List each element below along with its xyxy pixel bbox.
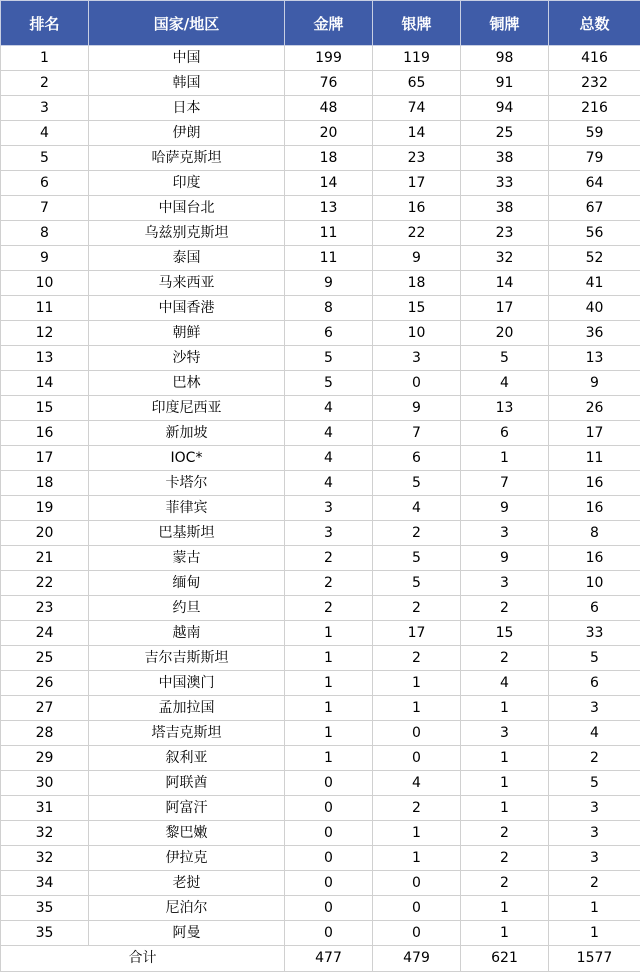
cell-total: 64 (549, 171, 640, 196)
cell-rank: 9 (1, 246, 89, 271)
table-row (1, 571, 640, 596)
cell-total: 16 (549, 546, 640, 571)
table-row (1, 921, 640, 946)
cell-gold: 48 (285, 96, 373, 121)
cell-bronze: 1 (461, 746, 549, 771)
cell-gold: 4 (285, 446, 373, 471)
cell-silver: 22 (373, 221, 461, 246)
cell-country: 中国台北 (89, 196, 285, 221)
cell-total: 3 (549, 821, 640, 846)
cell-bronze: 25 (461, 121, 549, 146)
cell-gold: 11 (285, 221, 373, 246)
cell-total: 5 (549, 771, 640, 796)
cell-gold: 199 (285, 46, 373, 71)
cell-silver: 0 (373, 871, 461, 896)
table-row (1, 121, 640, 146)
cell-rank: 18 (1, 471, 89, 496)
table-row (1, 246, 640, 271)
cell-bronze: 1 (461, 696, 549, 721)
cell-silver: 2 (373, 596, 461, 621)
table-row (1, 471, 640, 496)
cell-country: 印度 (89, 171, 285, 196)
cell-gold: 5 (285, 371, 373, 396)
cell-total: 3 (549, 696, 640, 721)
cell-bronze: 2 (461, 821, 549, 846)
cell-bronze: 3 (461, 521, 549, 546)
cell-rank: 5 (1, 146, 89, 171)
cell-gold: 4 (285, 396, 373, 421)
cell-rank: 6 (1, 171, 89, 196)
total-silver: 479 (373, 946, 461, 972)
cell-silver: 2 (373, 796, 461, 821)
cell-total: 26 (549, 396, 640, 421)
cell-country: 沙特 (89, 346, 285, 371)
cell-bronze: 2 (461, 871, 549, 896)
cell-bronze: 2 (461, 646, 549, 671)
cell-bronze: 23 (461, 221, 549, 246)
cell-silver: 4 (373, 496, 461, 521)
cell-total: 2 (549, 871, 640, 896)
cell-total: 10 (549, 571, 640, 596)
cell-gold: 3 (285, 496, 373, 521)
cell-total: 59 (549, 121, 640, 146)
cell-total: 216 (549, 96, 640, 121)
cell-silver: 0 (373, 896, 461, 921)
cell-bronze: 4 (461, 671, 549, 696)
cell-country: 巴基斯坦 (89, 521, 285, 546)
cell-silver: 3 (373, 346, 461, 371)
total-total: 1577 (549, 946, 640, 972)
cell-country: 塔吉克斯坦 (89, 721, 285, 746)
cell-country: 中国 (89, 46, 285, 71)
cell-gold: 1 (285, 646, 373, 671)
cell-total: 13 (549, 346, 640, 371)
cell-rank: 10 (1, 271, 89, 296)
cell-total: 16 (549, 496, 640, 521)
cell-silver: 15 (373, 296, 461, 321)
cell-total: 40 (549, 296, 640, 321)
table-row (1, 146, 640, 171)
cell-silver: 74 (373, 96, 461, 121)
cell-silver: 0 (373, 721, 461, 746)
cell-rank: 32 (1, 821, 89, 846)
cell-silver: 16 (373, 196, 461, 221)
total-row (1, 946, 640, 972)
cell-rank: 16 (1, 421, 89, 446)
cell-total: 232 (549, 71, 640, 96)
cell-rank: 29 (1, 746, 89, 771)
table-row (1, 821, 640, 846)
cell-bronze: 14 (461, 271, 549, 296)
table-row (1, 221, 640, 246)
cell-gold: 0 (285, 921, 373, 946)
table-row (1, 546, 640, 571)
table-row (1, 46, 640, 71)
cell-gold: 76 (285, 71, 373, 96)
cell-country: 中国香港 (89, 296, 285, 321)
cell-rank: 3 (1, 96, 89, 121)
cell-rank: 28 (1, 721, 89, 746)
cell-silver: 17 (373, 621, 461, 646)
cell-silver: 9 (373, 246, 461, 271)
cell-silver: 9 (373, 396, 461, 421)
cell-bronze: 3 (461, 571, 549, 596)
cell-rank: 35 (1, 921, 89, 946)
cell-rank: 26 (1, 671, 89, 696)
table-row (1, 371, 640, 396)
cell-total: 6 (549, 671, 640, 696)
cell-silver: 0 (373, 921, 461, 946)
cell-silver: 2 (373, 646, 461, 671)
cell-total: 33 (549, 621, 640, 646)
cell-country: 马来西亚 (89, 271, 285, 296)
header-row (1, 1, 640, 46)
cell-total: 67 (549, 196, 640, 221)
cell-total: 8 (549, 521, 640, 546)
cell-country: 伊朗 (89, 121, 285, 146)
cell-bronze: 38 (461, 196, 549, 221)
cell-total: 9 (549, 371, 640, 396)
cell-country: 吉尔吉斯斯坦 (89, 646, 285, 671)
cell-rank: 30 (1, 771, 89, 796)
cell-gold: 1 (285, 696, 373, 721)
cell-gold: 14 (285, 171, 373, 196)
header-total: 总数 (549, 1, 640, 46)
cell-country: 泰国 (89, 246, 285, 271)
cell-country: 菲律宾 (89, 496, 285, 521)
cell-rank: 23 (1, 596, 89, 621)
table-row (1, 171, 640, 196)
cell-gold: 0 (285, 821, 373, 846)
cell-bronze: 13 (461, 396, 549, 421)
cell-rank: 17 (1, 446, 89, 471)
cell-total: 36 (549, 321, 640, 346)
cell-bronze: 1 (461, 796, 549, 821)
table-row (1, 346, 640, 371)
cell-gold: 1 (285, 671, 373, 696)
cell-total: 4 (549, 721, 640, 746)
cell-silver: 1 (373, 696, 461, 721)
table-row (1, 271, 640, 296)
header-gold: 金牌 (285, 1, 373, 46)
table-row (1, 846, 640, 871)
cell-bronze: 2 (461, 596, 549, 621)
cell-country: 老挝 (89, 871, 285, 896)
cell-gold: 2 (285, 571, 373, 596)
cell-rank: 19 (1, 496, 89, 521)
cell-rank: 8 (1, 221, 89, 246)
cell-bronze: 9 (461, 546, 549, 571)
cell-bronze: 2 (461, 846, 549, 871)
cell-bronze: 9 (461, 496, 549, 521)
cell-gold: 4 (285, 471, 373, 496)
cell-gold: 8 (285, 296, 373, 321)
cell-bronze: 38 (461, 146, 549, 171)
cell-total: 11 (549, 446, 640, 471)
cell-bronze: 20 (461, 321, 549, 346)
cell-total: 16 (549, 471, 640, 496)
table-row (1, 596, 640, 621)
cell-total: 5 (549, 646, 640, 671)
cell-gold: 2 (285, 596, 373, 621)
cell-rank: 2 (1, 71, 89, 96)
cell-total: 3 (549, 846, 640, 871)
cell-rank: 25 (1, 646, 89, 671)
cell-rank: 14 (1, 371, 89, 396)
cell-country: IOC* (89, 446, 285, 471)
cell-bronze: 15 (461, 621, 549, 646)
total-gold: 477 (285, 946, 373, 972)
cell-country: 阿联酋 (89, 771, 285, 796)
table-row (1, 896, 640, 921)
cell-country: 约旦 (89, 596, 285, 621)
table-row (1, 96, 640, 121)
cell-total: 2 (549, 746, 640, 771)
cell-total: 1 (549, 921, 640, 946)
cell-rank: 31 (1, 796, 89, 821)
cell-gold: 3 (285, 521, 373, 546)
table-row (1, 421, 640, 446)
cell-gold: 0 (285, 846, 373, 871)
table-row (1, 771, 640, 796)
cell-rank: 15 (1, 396, 89, 421)
cell-gold: 18 (285, 146, 373, 171)
total-bronze: 621 (461, 946, 549, 972)
table-row (1, 871, 640, 896)
table-row (1, 321, 640, 346)
cell-country: 蒙古 (89, 546, 285, 571)
cell-country: 黎巴嫩 (89, 821, 285, 846)
cell-country: 伊拉克 (89, 846, 285, 871)
medal-table-header (1, 1, 640, 46)
table-row (1, 621, 640, 646)
cell-silver: 1 (373, 846, 461, 871)
cell-bronze: 4 (461, 371, 549, 396)
cell-rank: 13 (1, 346, 89, 371)
cell-silver: 23 (373, 146, 461, 171)
cell-silver: 119 (373, 46, 461, 71)
cell-silver: 17 (373, 171, 461, 196)
cell-rank: 21 (1, 546, 89, 571)
table-row (1, 496, 640, 521)
cell-country: 韩国 (89, 71, 285, 96)
cell-country: 尼泊尔 (89, 896, 285, 921)
cell-bronze: 1 (461, 921, 549, 946)
cell-bronze: 5 (461, 346, 549, 371)
cell-bronze: 32 (461, 246, 549, 271)
cell-total: 17 (549, 421, 640, 446)
cell-silver: 7 (373, 421, 461, 446)
cell-bronze: 7 (461, 471, 549, 496)
cell-bronze: 1 (461, 771, 549, 796)
cell-total: 79 (549, 146, 640, 171)
cell-gold: 13 (285, 196, 373, 221)
cell-gold: 9 (285, 271, 373, 296)
cell-bronze: 1 (461, 446, 549, 471)
cell-gold: 6 (285, 321, 373, 346)
cell-silver: 0 (373, 371, 461, 396)
cell-bronze: 98 (461, 46, 549, 71)
cell-total: 6 (549, 596, 640, 621)
cell-country: 阿富汗 (89, 796, 285, 821)
cell-rank: 34 (1, 871, 89, 896)
cell-gold: 0 (285, 871, 373, 896)
cell-rank: 24 (1, 621, 89, 646)
table-row (1, 521, 640, 546)
cell-rank: 20 (1, 521, 89, 546)
header-country: 国家/地区 (89, 1, 285, 46)
cell-gold: 5 (285, 346, 373, 371)
cell-silver: 6 (373, 446, 461, 471)
cell-total: 52 (549, 246, 640, 271)
cell-gold: 0 (285, 896, 373, 921)
cell-gold: 2 (285, 546, 373, 571)
cell-gold: 1 (285, 721, 373, 746)
cell-country: 新加坡 (89, 421, 285, 446)
cell-silver: 1 (373, 671, 461, 696)
table-row (1, 721, 640, 746)
cell-bronze: 3 (461, 721, 549, 746)
table-row (1, 646, 640, 671)
cell-rank: 32 (1, 846, 89, 871)
table-row (1, 71, 640, 96)
cell-country: 朝鲜 (89, 321, 285, 346)
cell-rank: 4 (1, 121, 89, 146)
cell-rank: 27 (1, 696, 89, 721)
cell-bronze: 33 (461, 171, 549, 196)
cell-rank: 11 (1, 296, 89, 321)
table-row (1, 396, 640, 421)
total-label: 合计 (1, 946, 285, 972)
cell-country: 卡塔尔 (89, 471, 285, 496)
cell-country: 叙利亚 (89, 746, 285, 771)
cell-silver: 65 (373, 71, 461, 96)
cell-rank: 22 (1, 571, 89, 596)
header-silver: 银牌 (373, 1, 461, 46)
cell-gold: 1 (285, 621, 373, 646)
cell-bronze: 94 (461, 96, 549, 121)
table-row (1, 446, 640, 471)
cell-gold: 0 (285, 771, 373, 796)
cell-silver: 18 (373, 271, 461, 296)
cell-country: 越南 (89, 621, 285, 646)
cell-country: 巴林 (89, 371, 285, 396)
cell-silver: 1 (373, 821, 461, 846)
cell-total: 416 (549, 46, 640, 71)
cell-rank: 12 (1, 321, 89, 346)
cell-silver: 4 (373, 771, 461, 796)
table-row (1, 296, 640, 321)
cell-country: 阿曼 (89, 921, 285, 946)
header-bronze: 铜牌 (461, 1, 549, 46)
cell-country: 日本 (89, 96, 285, 121)
cell-rank: 1 (1, 46, 89, 71)
cell-total: 1 (549, 896, 640, 921)
cell-silver: 5 (373, 546, 461, 571)
cell-total: 41 (549, 271, 640, 296)
table-row (1, 671, 640, 696)
cell-country: 孟加拉国 (89, 696, 285, 721)
cell-total: 3 (549, 796, 640, 821)
table-row (1, 746, 640, 771)
cell-gold: 4 (285, 421, 373, 446)
cell-country: 乌兹别克斯坦 (89, 221, 285, 246)
cell-country: 中国澳门 (89, 671, 285, 696)
cell-bronze: 1 (461, 896, 549, 921)
table-row (1, 196, 640, 221)
cell-country: 缅甸 (89, 571, 285, 596)
cell-gold: 1 (285, 746, 373, 771)
cell-silver: 0 (373, 746, 461, 771)
cell-rank: 35 (1, 896, 89, 921)
cell-silver: 14 (373, 121, 461, 146)
header-rank: 排名 (1, 1, 89, 46)
medal-table-body (1, 46, 640, 972)
cell-bronze: 91 (461, 71, 549, 96)
cell-bronze: 17 (461, 296, 549, 321)
cell-gold: 20 (285, 121, 373, 146)
cell-bronze: 6 (461, 421, 549, 446)
cell-silver: 5 (373, 571, 461, 596)
cell-gold: 0 (285, 796, 373, 821)
table-row (1, 796, 640, 821)
table-row (1, 696, 640, 721)
cell-gold: 11 (285, 246, 373, 271)
cell-country: 印度尼西亚 (89, 396, 285, 421)
cell-silver: 2 (373, 521, 461, 546)
cell-total: 56 (549, 221, 640, 246)
cell-silver: 10 (373, 321, 461, 346)
cell-silver: 5 (373, 471, 461, 496)
cell-rank: 7 (1, 196, 89, 221)
cell-country: 哈萨克斯坦 (89, 146, 285, 171)
